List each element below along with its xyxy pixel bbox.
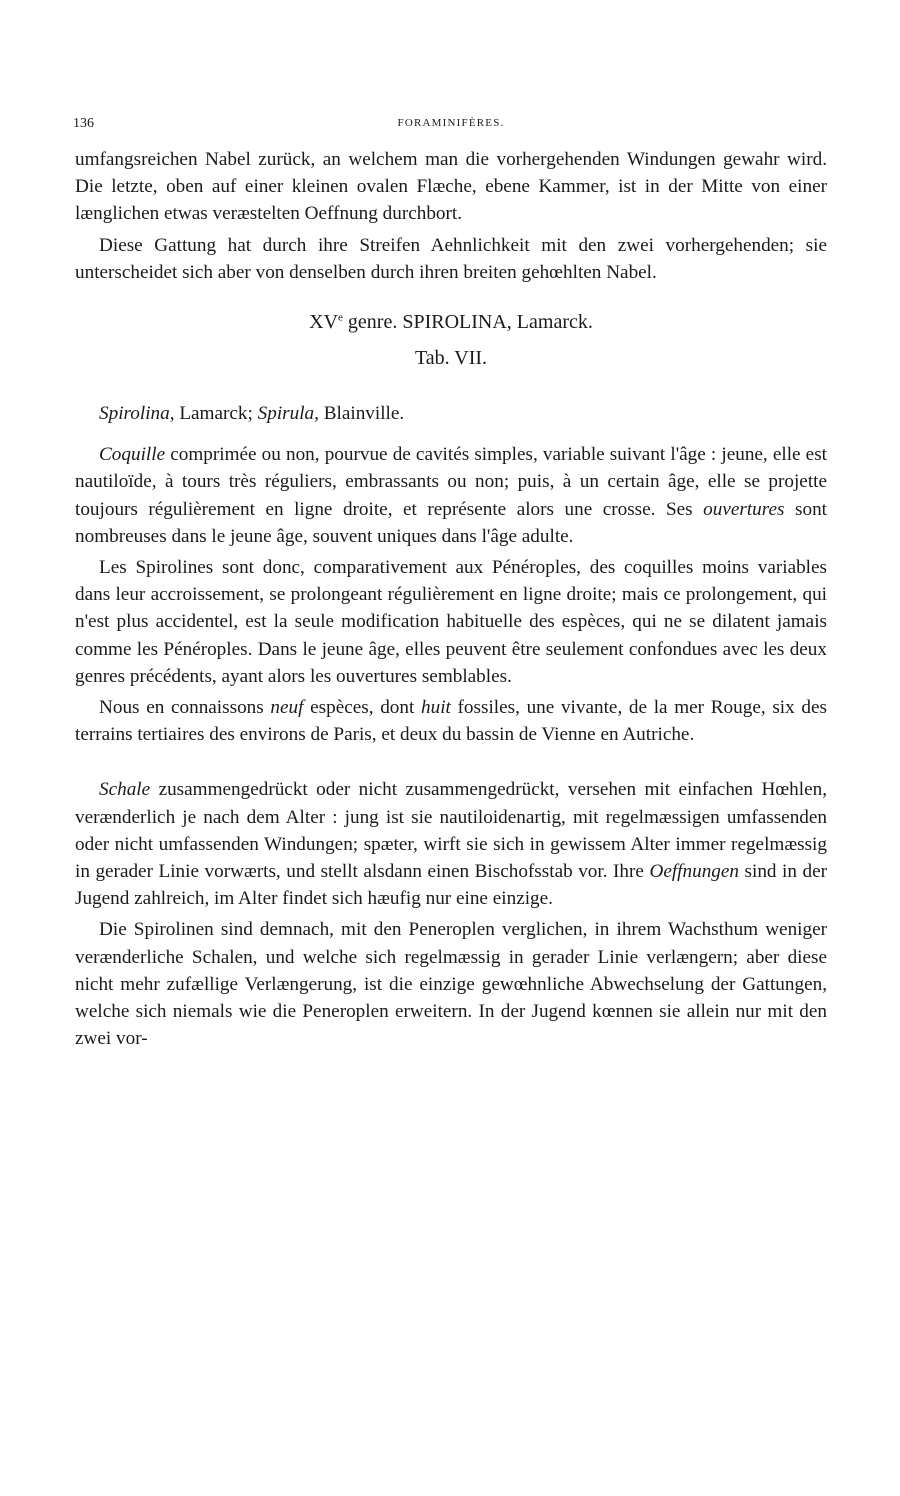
paragraph-spirolinen: Die Spirolinen sind demnach, mit den Peneroplen verglichen, in ihrem Wachsthum weniger verænderliche Schalen, und welche sich regelmæssig in gerader Linie verlængern; aber diese nicht mehr zufællige Verlængerung, ist die einzige gewœhnliche Abwechselung der Gattungen, welche sich niemals wie die Peneroplen erweitern. In der Jugend kœnnen sie allein nur mit den zwei vor- xyxy=(75,919,827,1050)
term-huit: huit xyxy=(421,697,451,719)
schale-text-1: zusammengedrückt oder nicht zusammengedrückt, versehen mit einfachen Hœhlen, verænderlich je nach dem Alter : jung ist sie nautiloidenartig, mit regelmæssigen umfassenden oder nicht umfassenden Windungen; spæter, wirft sie sich in gewissem Alter immer regelmæssig in gerader Linie vorwærts, und stellt alsdann einen Bischofsstab vor. Ihre xyxy=(75,779,827,883)
paragraph-especes xyxy=(75,694,827,748)
especes-text-3: fossiles, une vivante, de la mer Rouge, six des terrains tertiaires des environs de Paris, et deux du bassin de Vienne en Autriche. xyxy=(75,697,827,746)
term-coquille: Coquille xyxy=(99,444,166,466)
especes-text-2: espèces, dont xyxy=(303,697,421,719)
synonym-spirolina: Spirolina, xyxy=(99,403,175,425)
schale-text-2: sind in der Jugend zahlreich, im Alter findet sich hæufig nur eine einzige. xyxy=(75,861,827,910)
synonymy-line xyxy=(75,400,827,427)
genre-title: genre. SPIROLINA, Lamarck. xyxy=(342,311,593,334)
coquille-text-2: sont nombreuses dans le jeune âge, souvent uniques dans l'âge adulte. xyxy=(75,498,827,547)
term-schale: Schale xyxy=(99,779,151,801)
term-neuf: neuf xyxy=(270,697,304,719)
running-title: FORAMINIFÈRES. xyxy=(397,117,505,129)
document-page xyxy=(75,116,827,1052)
plate-reference: Tab. VII. xyxy=(414,347,488,370)
paragraph-gattung: Diese Gattung hat durch ihre Streifen Aehnlichkeit mit den zwei vorhergehenden; sie unterscheidet sich aber von denselben durch ihren breiten gehœhlten Nabel. xyxy=(75,234,827,283)
coquille-text-1: comprimée ou non, pourvue de cavités simples, variable suivant l'âge : jeune, elle est nautiloïde, à tours très réguliers, embrassants ou non; puis, à un certain âge, elle se projette toujours régulièrement en ligne droite, et représente alors une crosse. Ses xyxy=(75,444,827,520)
synonym-spirula: Spirula, xyxy=(257,403,319,425)
especes-text-1: Nous en connaissons xyxy=(99,697,271,719)
synonym-author-blainville: Blainville. xyxy=(318,403,405,425)
paragraph-schale xyxy=(75,776,827,912)
term-ouvertures: ouvertures xyxy=(703,498,785,520)
paragraph-spirolines: Les Spirolines sont donc, comparativement aux Pénéroples, des coquilles moins variables dans leur accroissement, se prolongeant régulièrement en ligne droite; mais ce prolongement, qui n'est plus accidentel, est la seule modification habituelle des espèces, qui ne se dilatent jamais comme les Pénéroples. Dans le jeune âge, elles peuvent être seulement confondues avec les deux genres précédents, ayant alors les ouvertures semblables. xyxy=(75,557,827,687)
genre-number: XV xyxy=(309,311,339,334)
genre-superscript: e xyxy=(338,311,343,324)
term-oeffnungen: Oeffnungen xyxy=(649,861,739,883)
page-header xyxy=(75,116,827,138)
synonym-author-lamarck: Lamarck; xyxy=(174,403,258,425)
paragraph-nabel-continuation: umfangsreichen Nabel zurück, an welchem man die vorhergehenden Windungen gewahr wird. Die letzte, oben auf einer kleinen ovalen Flæche, ebene Kammer, ist in der Mitte von einer længlichen etwas veræstelten Oeffnung durchbort. xyxy=(75,149,827,225)
paragraph-coquille xyxy=(75,441,827,550)
page-number: 136 xyxy=(73,116,94,131)
genre-heading xyxy=(75,308,827,336)
